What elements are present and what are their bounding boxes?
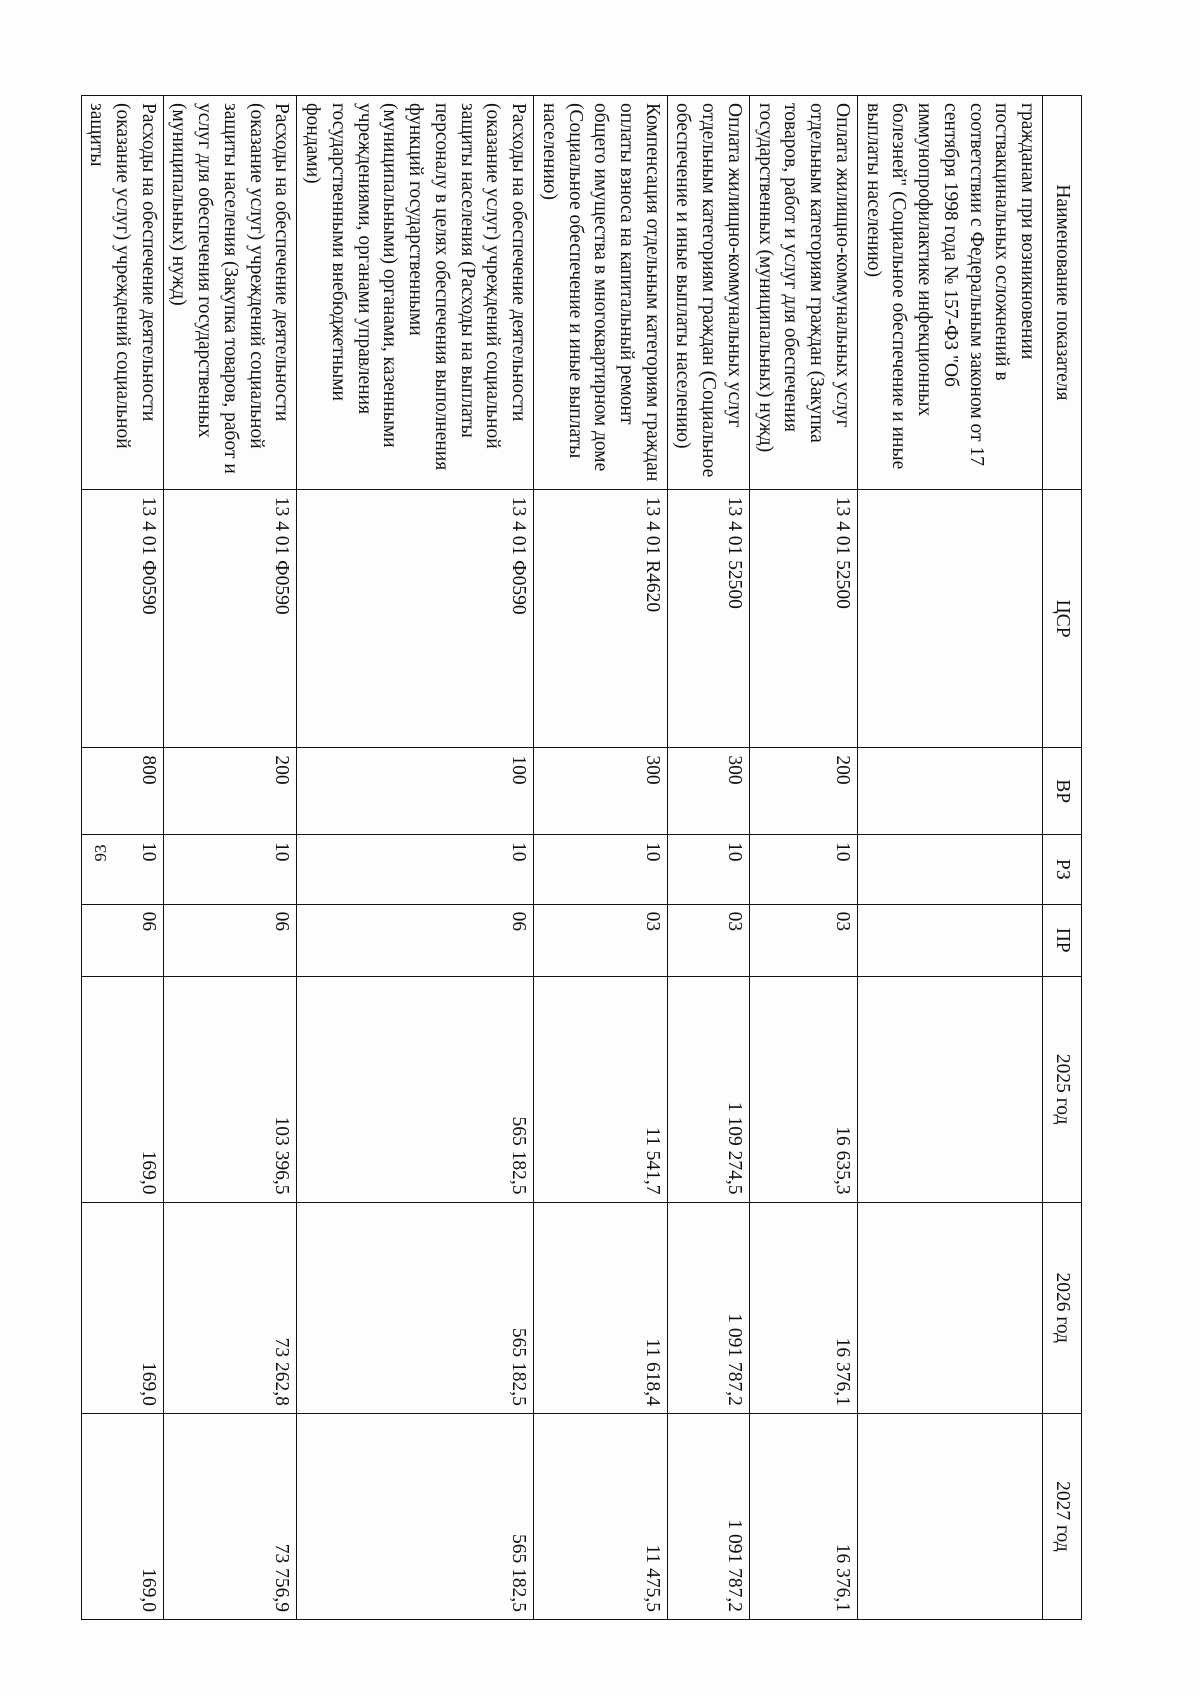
- cell-pr: 03: [749, 904, 857, 976]
- cell-name: Расходы на обеспечение деятельности (оказание услуг) учреждений социальной защиты населения (Закупка товаров, работ и услуг для обеспечения государственных (муниципальных) нужд): [163, 96, 297, 490]
- cell-2026: 73 262,8: [163, 1202, 297, 1413]
- cell-2026: 565 182,5: [297, 1202, 534, 1413]
- table-row: [81, 96, 163, 1620]
- header-pr: ПР: [1043, 904, 1082, 976]
- cell-name: Расходы на обеспечение деятельности (оказание услуг) учреждений социальной защиты: [81, 96, 163, 490]
- table-header-row: [1043, 96, 1082, 1620]
- cell-csr: 13 4 01 Ф0590: [81, 489, 163, 748]
- table-row: [749, 96, 857, 1620]
- budget-table: [81, 95, 1082, 1620]
- header-2025: 2025 год: [1043, 976, 1082, 1202]
- cell-2027: 11 475,5: [534, 1413, 668, 1619]
- cell-vr: 100: [297, 748, 534, 835]
- cell-2027: [857, 1413, 1042, 1619]
- cell-rz: 10: [667, 835, 749, 905]
- page-number: 93: [91, 844, 110, 862]
- header-name: Наименование показателя: [1043, 96, 1082, 490]
- cell-2025: 16 635,3: [749, 976, 857, 1202]
- header-2026: 2026 год: [1043, 1202, 1082, 1413]
- cell-rz: 10: [534, 835, 668, 905]
- header-vr: ВР: [1043, 748, 1082, 835]
- header-2027: 2027 год: [1043, 1413, 1082, 1619]
- cell-rz: 10: [297, 835, 534, 905]
- cell-csr: [857, 489, 1042, 748]
- cell-rz: 10: [81, 835, 163, 905]
- cell-name: Компенсация отдельным категориям граждан оплаты взноса на капитальный ремонт общего имущества в многоквартирном доме (Социальное обеспечение и иные выплаты населению): [534, 96, 668, 490]
- header-rz: РЗ: [1043, 835, 1082, 905]
- table-row: [297, 96, 534, 1620]
- cell-2026: [857, 1202, 1042, 1413]
- header-csr: ЦСР: [1043, 489, 1082, 748]
- cell-2025: 103 396,5: [163, 976, 297, 1202]
- cell-2027: 16 376,1: [749, 1413, 857, 1619]
- cell-pr: 06: [81, 904, 163, 976]
- cell-csr: 13 4 01 R4620: [534, 489, 668, 748]
- cell-2026: 16 376,1: [749, 1202, 857, 1413]
- cell-rz: 10: [749, 835, 857, 905]
- cell-rz: 10: [163, 835, 297, 905]
- cell-2026: 11 618,4: [534, 1202, 668, 1413]
- cell-vr: 300: [534, 748, 668, 835]
- cell-2027: 1 091 787,2: [667, 1413, 749, 1619]
- cell-csr: 13 4 01 Ф0590: [163, 489, 297, 748]
- cell-csr: 13 4 01 52500: [667, 489, 749, 748]
- cell-name: Оплата жилищно-коммунальных услуг отдельным категориям граждан (Закупка товаров, работ и услуг для обеспечения государственных (муниципальных) нужд): [749, 96, 857, 490]
- cell-2025: 565 182,5: [297, 976, 534, 1202]
- cell-vr: [857, 748, 1042, 835]
- cell-2027: 73 756,9: [163, 1413, 297, 1619]
- cell-pr: 06: [163, 904, 297, 976]
- cell-name: Расходы на обеспечение деятельности (оказание услуг) учреждений социальной защиты населения (Расходы на выплаты персоналу в целях обеспечения выполнения функций государственными (муниципальными) органами, казенными учреждениями, органами управления государственными внебюджетными фондами): [297, 96, 534, 490]
- cell-csr: 13 4 01 52500: [749, 489, 857, 748]
- table-row: [667, 96, 749, 1620]
- cell-vr: 200: [749, 748, 857, 835]
- cell-vr: 800: [81, 748, 163, 835]
- cell-name: гражданам при возникновении поствакцинальных осложнений в соответствии с Федеральным законом от 17 сентября 1998 года № 157-ФЗ "Об иммунопрофилактике инфекционных болезней" (Социальное обеспечение и иные выплаты населению): [857, 96, 1042, 490]
- cell-2025: 11 541,7: [534, 976, 668, 1202]
- cell-vr: 300: [667, 748, 749, 835]
- cell-2027: 169,0: [81, 1413, 163, 1619]
- cell-name: Оплата жилищно-коммунальных услуг отдельным категориям граждан (Социальное обеспечение и иные выплаты населению): [667, 96, 749, 490]
- cell-2025: 169,0: [81, 976, 163, 1202]
- cell-2027: 565 182,5: [297, 1413, 534, 1619]
- table-row: [857, 96, 1042, 1620]
- cell-2025: 1 109 274,5: [667, 976, 749, 1202]
- cell-2026: 1 091 787,2: [667, 1202, 749, 1413]
- cell-vr: 200: [163, 748, 297, 835]
- table-row: [163, 96, 297, 1620]
- cell-2025: [857, 976, 1042, 1202]
- cell-pr: 03: [667, 904, 749, 976]
- table-row: [534, 96, 668, 1620]
- cell-pr: 06: [297, 904, 534, 976]
- cell-pr: 03: [534, 904, 668, 976]
- cell-pr: [857, 904, 1042, 976]
- cell-rz: [857, 835, 1042, 905]
- cell-2026: 169,0: [81, 1202, 163, 1413]
- cell-csr: 13 4 01 Ф0590: [297, 489, 534, 748]
